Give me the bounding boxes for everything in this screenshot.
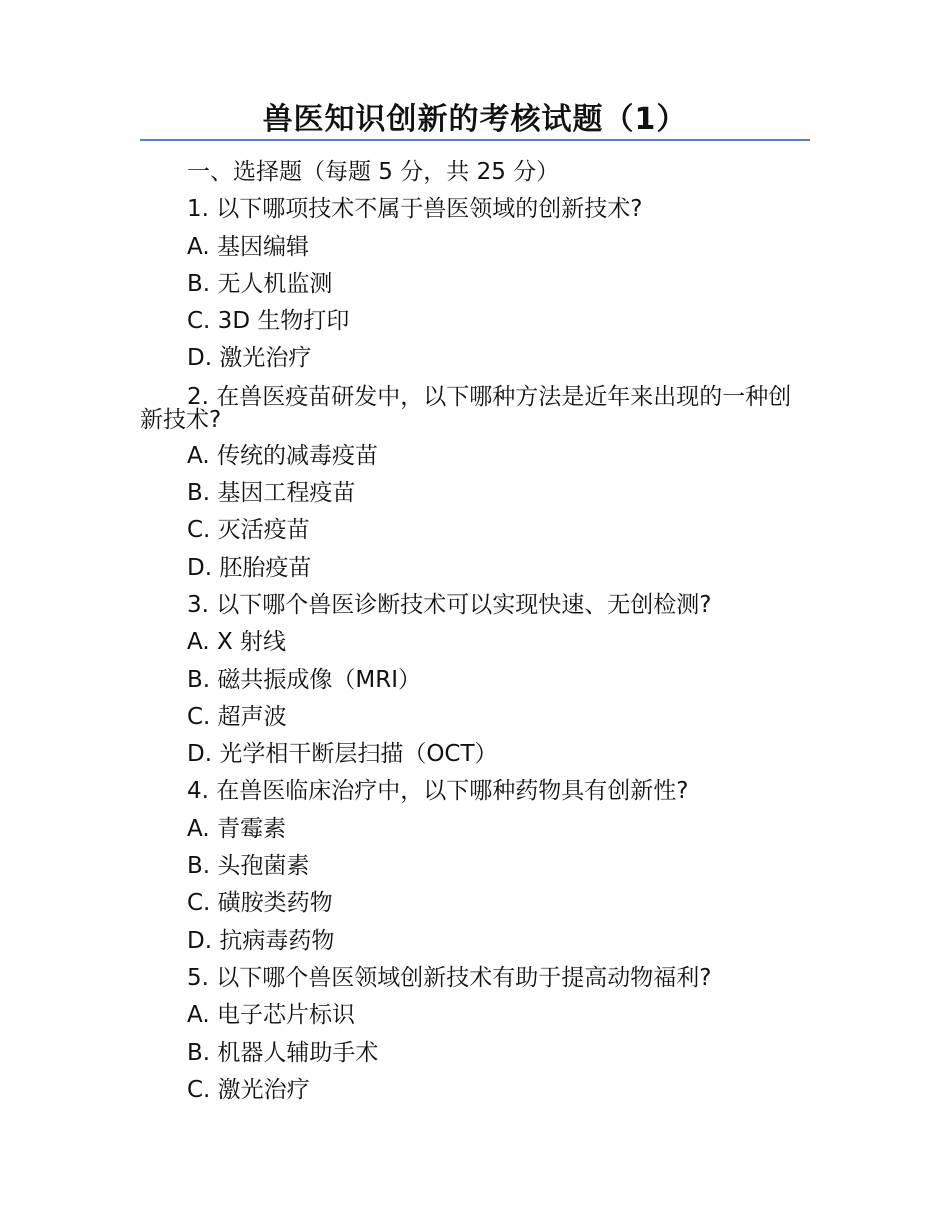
q3-option-b: B. 磁共振成像（MRI） bbox=[187, 666, 422, 693]
question-1: 1. 以下哪项技术不属于兽医领域的创新技术? bbox=[187, 196, 643, 223]
q4-option-a: A. 青霉素 bbox=[187, 815, 286, 842]
q4-option-c: C. 磺胺类药物 bbox=[187, 890, 333, 917]
question-3: 3. 以下哪个兽医诊断技术可以实现快速、无创检测? bbox=[187, 591, 712, 618]
q5-option-a: A. 电子芯片标识 bbox=[187, 1002, 355, 1029]
q3-option-c: C. 超声波 bbox=[187, 703, 287, 730]
q5-option-c: C. 激光治疗 bbox=[187, 1076, 310, 1103]
q2-option-a: A. 传统的减毒疫苗 bbox=[187, 442, 378, 469]
q2-option-c: C. 灭活疫苗 bbox=[187, 517, 310, 544]
q2-option-d: D. 胚胎疫苗 bbox=[187, 554, 312, 581]
question-4: 4. 在兽医临床治疗中，以下哪种药物具有创新性? bbox=[187, 778, 689, 805]
question-5: 5. 以下哪个兽医领域创新技术有助于提高动物福利? bbox=[187, 964, 712, 991]
document-title: 兽医知识创新的考核试题（1） bbox=[262, 102, 688, 137]
q2-option-b: B. 基因工程疫苗 bbox=[187, 480, 356, 507]
title-underline bbox=[140, 139, 810, 141]
q3-option-d: D. 光学相干断层扫描（OCT） bbox=[187, 741, 498, 768]
question-2: 2. 在兽医疫苗研发中，以下哪种方法是近年来出现的一种创新技术? bbox=[140, 383, 792, 433]
q1-option-b: B. 无人机监测 bbox=[187, 270, 333, 297]
q3-option-a: A. X 射线 bbox=[187, 629, 287, 656]
q5-option-b: B. 机器人辅助手术 bbox=[187, 1039, 379, 1066]
q4-option-d: D. 抗病毒药物 bbox=[187, 927, 335, 954]
q1-option-a: A. 基因编辑 bbox=[187, 233, 309, 260]
document-body bbox=[140, 154, 812, 1109]
section-heading: 一、选择题（每题 5 分，共 25 分） bbox=[187, 159, 560, 185]
q4-option-b: B. 头孢菌素 bbox=[187, 853, 310, 880]
q1-option-d: D. 激光治疗 bbox=[187, 345, 312, 372]
q1-option-c: C. 3D 生物打印 bbox=[187, 308, 350, 335]
